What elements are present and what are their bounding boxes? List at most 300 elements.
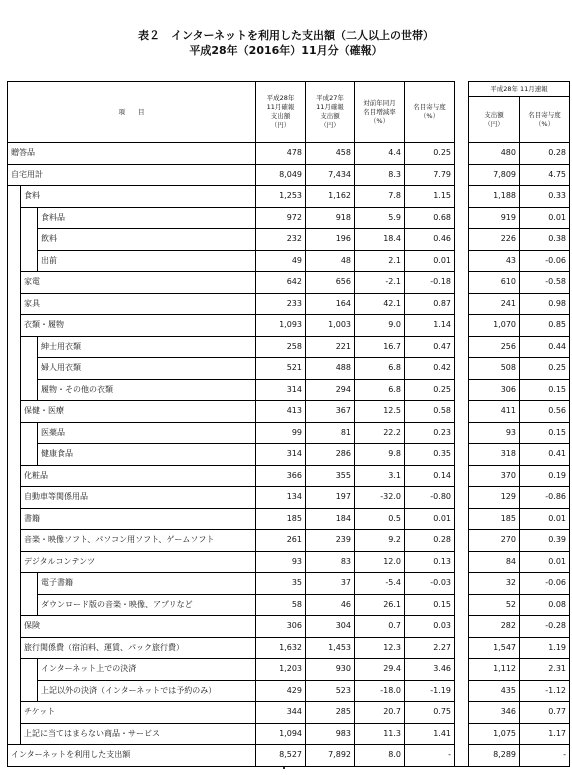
- cell-value: 0.39: [520, 530, 570, 552]
- column-gap: [455, 637, 469, 659]
- cell-value: -0.86: [520, 487, 570, 509]
- indent-cell: [8, 444, 21, 466]
- cell-value: 0.01: [520, 508, 570, 530]
- column-gap: [455, 250, 469, 272]
- cell-value: 2.31: [520, 659, 570, 681]
- cell-value: 83: [306, 551, 355, 573]
- table-row: [8, 207, 570, 229]
- cell-value: 0.28: [405, 530, 455, 552]
- cell-value: 1,070: [469, 315, 520, 337]
- cell-value: 1,112: [469, 659, 520, 681]
- cell-value: 0.03: [405, 616, 455, 638]
- table-row: [8, 229, 570, 251]
- row-label: 自動車等関係用品: [21, 487, 256, 509]
- cell-value: 258: [256, 336, 306, 358]
- cell-value: -1.19: [405, 680, 455, 702]
- indent-cell: [21, 573, 38, 595]
- cell-value: 0.28: [520, 143, 570, 165]
- cell-value: 306: [256, 616, 306, 638]
- column-gap: [455, 723, 469, 745]
- cell-value: 270: [469, 530, 520, 552]
- cell-value: 0.58: [405, 401, 455, 423]
- indent-cell: [8, 401, 21, 423]
- column-gap: [455, 573, 469, 595]
- cell-value: 521: [256, 358, 306, 380]
- cell-value: 26.1: [355, 594, 405, 616]
- row-label: 食料品: [38, 207, 256, 229]
- cell-value: 919: [469, 207, 520, 229]
- header-prelim-title: 平成28年 11月速報: [469, 82, 569, 97]
- table-row: [8, 487, 570, 509]
- cell-value: 8,289: [469, 745, 520, 767]
- cell-value: 488: [306, 358, 355, 380]
- table-row: [8, 379, 570, 401]
- table-row: [8, 358, 570, 380]
- indent-cell: [21, 594, 38, 616]
- cell-value: 435: [469, 680, 520, 702]
- cell-value: 0.41: [520, 444, 570, 466]
- header-col6: 名目寄与度 （%）: [528, 110, 561, 128]
- cell-value: 0.77: [520, 702, 570, 724]
- indent-cell: [8, 293, 21, 315]
- cell-value: 318: [469, 444, 520, 466]
- cell-value: 233: [256, 293, 306, 315]
- cell-value: 429: [256, 680, 306, 702]
- table-row: [8, 401, 570, 423]
- cell-value: 411: [469, 401, 520, 423]
- table-row: [8, 465, 570, 487]
- column-gap: [455, 680, 469, 702]
- cell-value: 1,094: [256, 723, 306, 745]
- row-label: 音楽・映像ソフト、パソコン用ソフト、ゲームソフト: [21, 530, 256, 552]
- row-label: 保険: [21, 616, 256, 638]
- row-label: 食料: [21, 186, 256, 208]
- indent-cell: [21, 207, 38, 229]
- cell-value: 7,892: [306, 745, 355, 767]
- column-gap: [455, 551, 469, 573]
- table-row: [8, 508, 570, 530]
- table-row: [8, 659, 570, 681]
- table-row: [8, 143, 570, 165]
- cell-value: 656: [306, 272, 355, 294]
- cell-value: 81: [306, 422, 355, 444]
- cell-value: 1,093: [256, 315, 306, 337]
- cell-value: -0.03: [405, 573, 455, 595]
- table-row: [8, 530, 570, 552]
- column-gap: [455, 143, 469, 165]
- expenditure-table: [7, 81, 570, 767]
- cell-value: 0.87: [405, 293, 455, 315]
- cell-value: 93: [256, 551, 306, 573]
- page-mark: [283, 767, 285, 769]
- cell-value: 221: [306, 336, 355, 358]
- table-row: [8, 444, 570, 466]
- cell-value: 184: [306, 508, 355, 530]
- cell-value: 7,434: [306, 164, 355, 186]
- cell-value: 3.1: [355, 465, 405, 487]
- table-row: [8, 315, 570, 337]
- cell-value: 35: [256, 573, 306, 595]
- header-prelim: [469, 82, 570, 143]
- column-gap: [455, 530, 469, 552]
- row-label: 上記以外の決済（インターネットでは予約のみ）: [38, 680, 256, 702]
- cell-value: -1.12: [520, 680, 570, 702]
- cell-value: 1,162: [306, 186, 355, 208]
- cell-value: 1,188: [469, 186, 520, 208]
- indent-cell: [21, 379, 38, 401]
- cell-value: 3.46: [405, 659, 455, 681]
- cell-value: 304: [306, 616, 355, 638]
- row-label: 電子書籍: [38, 573, 256, 595]
- row-label: 健康食品: [38, 444, 256, 466]
- cell-value: 0.15: [520, 379, 570, 401]
- column-gap: [455, 702, 469, 724]
- row-label: 家具: [21, 293, 256, 315]
- cell-value: 43: [469, 250, 520, 272]
- row-label: 贈答品: [8, 143, 256, 165]
- cell-value: 1,632: [256, 637, 306, 659]
- cell-value: 478: [256, 143, 306, 165]
- cell-value: 0.25: [520, 358, 570, 380]
- cell-value: 226: [469, 229, 520, 251]
- indent-cell: [21, 444, 38, 466]
- cell-value: -0.06: [520, 573, 570, 595]
- indent-cell: [8, 508, 21, 530]
- indent-cell: [8, 637, 21, 659]
- cell-value: 0.7: [355, 616, 405, 638]
- cell-value: 0.68: [405, 207, 455, 229]
- cell-value: 0.19: [520, 465, 570, 487]
- cell-value: 0.01: [405, 250, 455, 272]
- column-gap: [455, 594, 469, 616]
- row-label: 書籍: [21, 508, 256, 530]
- cell-value: 42.1: [355, 293, 405, 315]
- cell-value: 1,203: [256, 659, 306, 681]
- cell-value: 370: [469, 465, 520, 487]
- table-row: [8, 723, 570, 745]
- column-gap: [455, 508, 469, 530]
- cell-value: 2.27: [405, 637, 455, 659]
- header-col3: 対前年同月 名目増減率 （%）: [355, 82, 405, 143]
- cell-value: 58: [256, 594, 306, 616]
- cell-value: 32: [469, 573, 520, 595]
- cell-value: 196: [306, 229, 355, 251]
- table-row: [8, 616, 570, 638]
- cell-value: -32.0: [355, 487, 405, 509]
- table-row: [8, 637, 570, 659]
- header-col1: 平成28年 11月確報 支出額 （円）: [256, 82, 306, 143]
- table-subtitle: 平成28年（2016年）11月分（確報）: [189, 44, 383, 57]
- cell-value: 0.5: [355, 508, 405, 530]
- cell-value: 1,547: [469, 637, 520, 659]
- cell-value: 1.14: [405, 315, 455, 337]
- indent-cell: [21, 336, 38, 358]
- cell-value: 8.3: [355, 164, 405, 186]
- table-row: [8, 551, 570, 573]
- cell-value: 7,809: [469, 164, 520, 186]
- cell-value: 0.15: [405, 594, 455, 616]
- indent-cell: [8, 336, 21, 358]
- row-label: 上記に当てはまらない商品・サービス: [21, 723, 256, 745]
- table-row: [8, 745, 570, 767]
- column-gap: [455, 358, 469, 380]
- row-label: チケット: [21, 702, 256, 724]
- cell-value: 37: [306, 573, 355, 595]
- cell-value: 458: [306, 143, 355, 165]
- row-label: ダウンロード版の音楽・映像、アプリなど: [38, 594, 256, 616]
- cell-value: 0.38: [520, 229, 570, 251]
- cell-value: 239: [306, 530, 355, 552]
- cell-value: 0.23: [405, 422, 455, 444]
- cell-value: 48: [306, 250, 355, 272]
- row-label: 化粧品: [21, 465, 256, 487]
- column-gap: [455, 401, 469, 423]
- cell-value: 9.8: [355, 444, 405, 466]
- cell-value: 1,253: [256, 186, 306, 208]
- table-row: [8, 336, 570, 358]
- cell-value: 0.25: [405, 143, 455, 165]
- indent-cell: [8, 422, 21, 444]
- column-gap: [455, 229, 469, 251]
- row-label: 婦人用衣類: [38, 358, 256, 380]
- cell-value: -5.4: [355, 573, 405, 595]
- cell-value: 366: [256, 465, 306, 487]
- cell-value: 6.8: [355, 358, 405, 380]
- cell-value: 12.0: [355, 551, 405, 573]
- indent-cell: [8, 723, 21, 745]
- indent-cell: [8, 229, 21, 251]
- indent-cell: [8, 680, 21, 702]
- indent-cell: [8, 659, 21, 681]
- cell-value: 1.17: [520, 723, 570, 745]
- cell-value: 346: [469, 702, 520, 724]
- cell-value: -: [405, 745, 455, 767]
- cell-value: -0.28: [520, 616, 570, 638]
- cell-value: 0.42: [405, 358, 455, 380]
- cell-value: 0.08: [520, 594, 570, 616]
- cell-value: 9.0: [355, 315, 405, 337]
- row-label: 自宅用計: [8, 164, 256, 186]
- column-gap: [455, 164, 469, 186]
- cell-value: 930: [306, 659, 355, 681]
- cell-value: -2.1: [355, 272, 405, 294]
- row-label: 医薬品: [38, 422, 256, 444]
- cell-value: 8,049: [256, 164, 306, 186]
- cell-value: 93: [469, 422, 520, 444]
- cell-value: 2.1: [355, 250, 405, 272]
- cell-value: 0.15: [520, 422, 570, 444]
- cell-value: 49: [256, 250, 306, 272]
- cell-value: 256: [469, 336, 520, 358]
- cell-value: 1.19: [520, 637, 570, 659]
- cell-value: 164: [306, 293, 355, 315]
- row-label: 家電: [21, 272, 256, 294]
- cell-value: 1,453: [306, 637, 355, 659]
- cell-value: 0.14: [405, 465, 455, 487]
- cell-value: 18.4: [355, 229, 405, 251]
- cell-value: -18.0: [355, 680, 405, 702]
- column-gap: [455, 616, 469, 638]
- column-gap: [455, 745, 469, 767]
- column-gap: [455, 487, 469, 509]
- indent-cell: [8, 594, 21, 616]
- row-label: 飲料: [38, 229, 256, 251]
- table-row: [8, 680, 570, 702]
- cell-value: 12.3: [355, 637, 405, 659]
- cell-value: -: [520, 745, 570, 767]
- column-gap: [455, 272, 469, 294]
- indent-cell: [8, 272, 21, 294]
- cell-value: 523: [306, 680, 355, 702]
- indent-cell: [21, 250, 38, 272]
- cell-value: 1.15: [405, 186, 455, 208]
- cell-value: 1.41: [405, 723, 455, 745]
- cell-value: 20.7: [355, 702, 405, 724]
- cell-value: -0.06: [520, 250, 570, 272]
- cell-value: 0.33: [520, 186, 570, 208]
- cell-value: 4.75: [520, 164, 570, 186]
- header-item: 項 目: [8, 82, 256, 143]
- table-row: [8, 422, 570, 444]
- cell-value: 294: [306, 379, 355, 401]
- row-label: 履物・その他の衣類: [38, 379, 256, 401]
- cell-value: 0.47: [405, 336, 455, 358]
- cell-value: 314: [256, 379, 306, 401]
- table-row: [8, 272, 570, 294]
- cell-value: 8,527: [256, 745, 306, 767]
- indent-cell: [8, 379, 21, 401]
- table-row: [8, 164, 570, 186]
- cell-value: 0.01: [405, 508, 455, 530]
- cell-value: 0.56: [520, 401, 570, 423]
- row-label: 紳士用衣類: [38, 336, 256, 358]
- cell-value: 8.0: [355, 745, 405, 767]
- column-gap: [455, 465, 469, 487]
- cell-value: 1,003: [306, 315, 355, 337]
- indent-cell: [21, 229, 38, 251]
- cell-value: 22.2: [355, 422, 405, 444]
- cell-value: 11.3: [355, 723, 405, 745]
- column-gap: [455, 444, 469, 466]
- table-row: [8, 594, 570, 616]
- column-gap: [455, 207, 469, 229]
- cell-value: 52: [469, 594, 520, 616]
- header-col4: 名目寄与度 （%）: [405, 82, 455, 143]
- cell-value: -0.18: [405, 272, 455, 294]
- cell-value: 0.44: [520, 336, 570, 358]
- cell-value: 185: [256, 508, 306, 530]
- cell-value: 282: [469, 616, 520, 638]
- row-label: インターネット上での決済: [38, 659, 256, 681]
- indent-cell: [8, 616, 21, 638]
- row-label: インターネットを利用した支出額: [8, 745, 256, 767]
- indent-cell: [21, 680, 38, 702]
- cell-value: 7.79: [405, 164, 455, 186]
- column-gap: [455, 659, 469, 681]
- table-row: [8, 293, 570, 315]
- cell-value: 99: [256, 422, 306, 444]
- cell-value: 0.75: [405, 702, 455, 724]
- row-label: 旅行関係費（宿泊料、運賃、パック旅行費）: [21, 637, 256, 659]
- cell-value: 0.01: [520, 207, 570, 229]
- cell-value: 6.8: [355, 379, 405, 401]
- table-title: 表２ インターネットを利用した支出額（二人以上の世帯）: [137, 29, 434, 42]
- row-label: 保健・医療: [21, 401, 256, 423]
- column-gap: [455, 379, 469, 401]
- cell-value: 4.4: [355, 143, 405, 165]
- cell-value: 16.7: [355, 336, 405, 358]
- indent-cell: [8, 487, 21, 509]
- table-header-row: [8, 82, 570, 143]
- indent-cell: [8, 207, 21, 229]
- cell-value: 306: [469, 379, 520, 401]
- indent-cell: [8, 530, 21, 552]
- cell-value: 84: [469, 551, 520, 573]
- cell-value: 642: [256, 272, 306, 294]
- table-row: [8, 573, 570, 595]
- cell-value: 241: [469, 293, 520, 315]
- cell-value: 232: [256, 229, 306, 251]
- cell-value: 286: [306, 444, 355, 466]
- cell-value: 918: [306, 207, 355, 229]
- cell-value: -0.58: [520, 272, 570, 294]
- cell-value: 983: [306, 723, 355, 745]
- cell-value: 314: [256, 444, 306, 466]
- cell-value: 9.2: [355, 530, 405, 552]
- row-label: 出前: [38, 250, 256, 272]
- indent-cell: [8, 186, 21, 208]
- indent-cell: [8, 358, 21, 380]
- cell-value: 12.5: [355, 401, 405, 423]
- cell-value: 0.35: [405, 444, 455, 466]
- cell-value: -0.80: [405, 487, 455, 509]
- cell-value: 0.13: [405, 551, 455, 573]
- cell-value: 413: [256, 401, 306, 423]
- indent-cell: [8, 315, 21, 337]
- indent-cell: [21, 659, 38, 681]
- cell-value: 355: [306, 465, 355, 487]
- cell-value: 344: [256, 702, 306, 724]
- row-label: デジタルコンテンツ: [21, 551, 256, 573]
- header-col5: 支出額 （円）: [469, 97, 520, 142]
- cell-value: 7.8: [355, 186, 405, 208]
- cell-value: 0.25: [405, 379, 455, 401]
- indent-cell: [8, 465, 21, 487]
- cell-value: 185: [469, 508, 520, 530]
- cell-value: 610: [469, 272, 520, 294]
- cell-value: 129: [469, 487, 520, 509]
- table-row: [8, 186, 570, 208]
- cell-value: 29.4: [355, 659, 405, 681]
- indent-cell: [21, 422, 38, 444]
- indent-cell: [8, 573, 21, 595]
- cell-value: 367: [306, 401, 355, 423]
- row-label: 衣類・履物: [21, 315, 256, 337]
- cell-value: 5.9: [355, 207, 405, 229]
- column-gap: [455, 422, 469, 444]
- column-gap: [455, 82, 469, 143]
- cell-value: 197: [306, 487, 355, 509]
- header-col2: 平成27年 11月確報 支出額 （円）: [306, 82, 355, 143]
- cell-value: 134: [256, 487, 306, 509]
- column-gap: [455, 315, 469, 337]
- table-row: [8, 250, 570, 272]
- cell-value: 0.46: [405, 229, 455, 251]
- column-gap: [455, 293, 469, 315]
- indent-cell: [8, 702, 21, 724]
- indent-cell: [21, 358, 38, 380]
- cell-value: 508: [469, 358, 520, 380]
